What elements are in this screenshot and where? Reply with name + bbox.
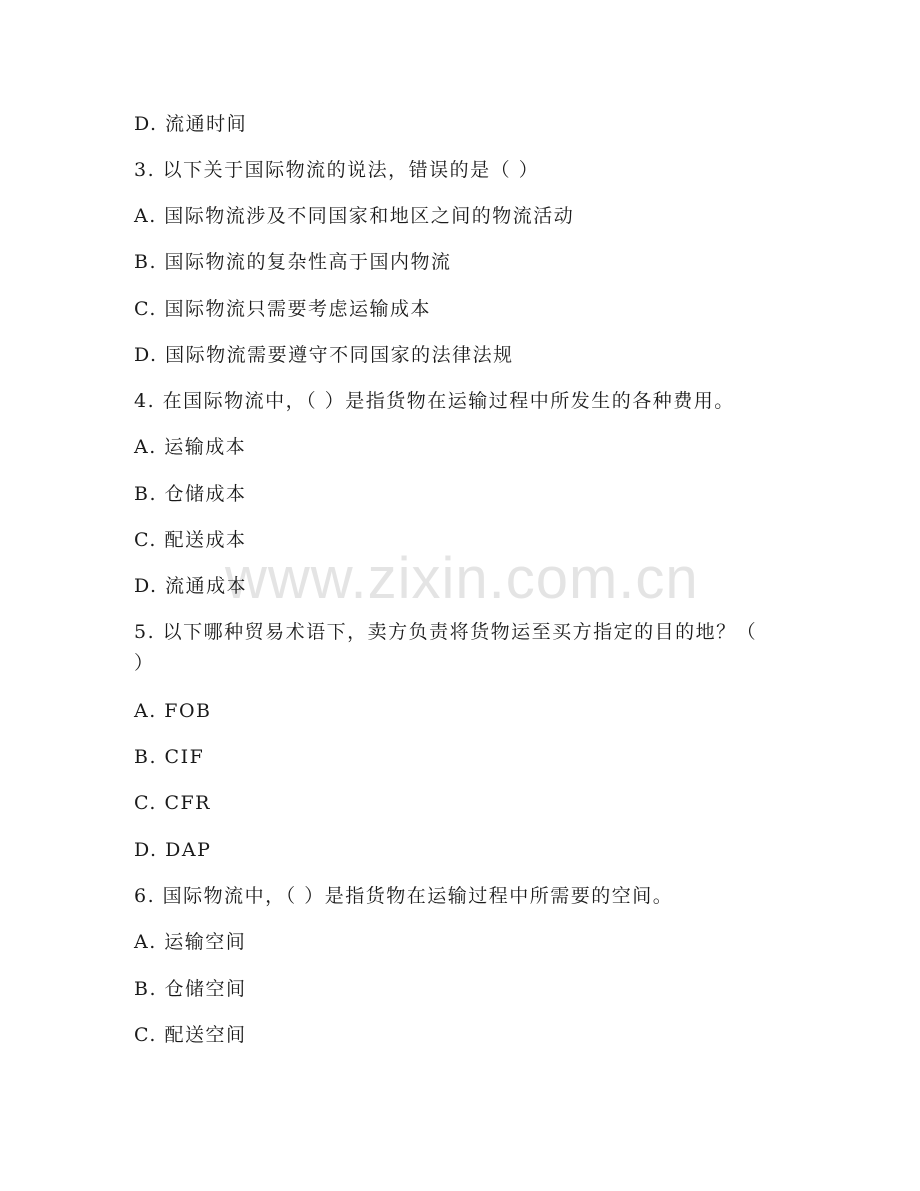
- question-line: 6. 国际物流中，（ ）是指货物在运输过程中所需要的空间。: [134, 885, 674, 907]
- option-line: C. 配送空间: [134, 1024, 247, 1046]
- option-line: A. 运输空间: [134, 931, 247, 953]
- question-line-continued: ）: [134, 652, 155, 674]
- option-line: C. 国际物流只需要考虑运输成本: [134, 298, 431, 320]
- option-line: D. 国际物流需要遵守不同国家的法律法规: [134, 344, 514, 366]
- option-line: C. 配送成本: [134, 529, 247, 551]
- option-line: B. 仓储成本: [134, 483, 247, 505]
- question-line: 5. 以下哪种贸易术语下，卖方负责将货物运至买方指定的目的地？（: [134, 621, 758, 643]
- option-line: D. 流通成本: [134, 575, 248, 597]
- option-line: A. 国际物流涉及不同国家和地区之间的物流活动: [134, 205, 575, 227]
- watermark: www.zixin.com.cn: [225, 546, 699, 611]
- option-line: B. CIF: [134, 746, 205, 768]
- option-line: A. 运输成本: [134, 436, 247, 458]
- option-line: D. DAP: [134, 839, 212, 861]
- question-line: 3. 以下关于国际物流的说法，错误的是（ ）: [134, 159, 540, 181]
- option-line: B. 仓储空间: [134, 978, 247, 1000]
- option-line: D. 流通时间: [134, 113, 248, 135]
- question-line: 4. 在国际物流中，（ ）是指货物在运输过程中所发生的各种费用。: [134, 390, 735, 412]
- option-line: B. 国际物流的复杂性高于国内物流: [134, 251, 452, 273]
- option-line: A. FOB: [134, 700, 212, 722]
- option-line: C. CFR: [134, 792, 211, 814]
